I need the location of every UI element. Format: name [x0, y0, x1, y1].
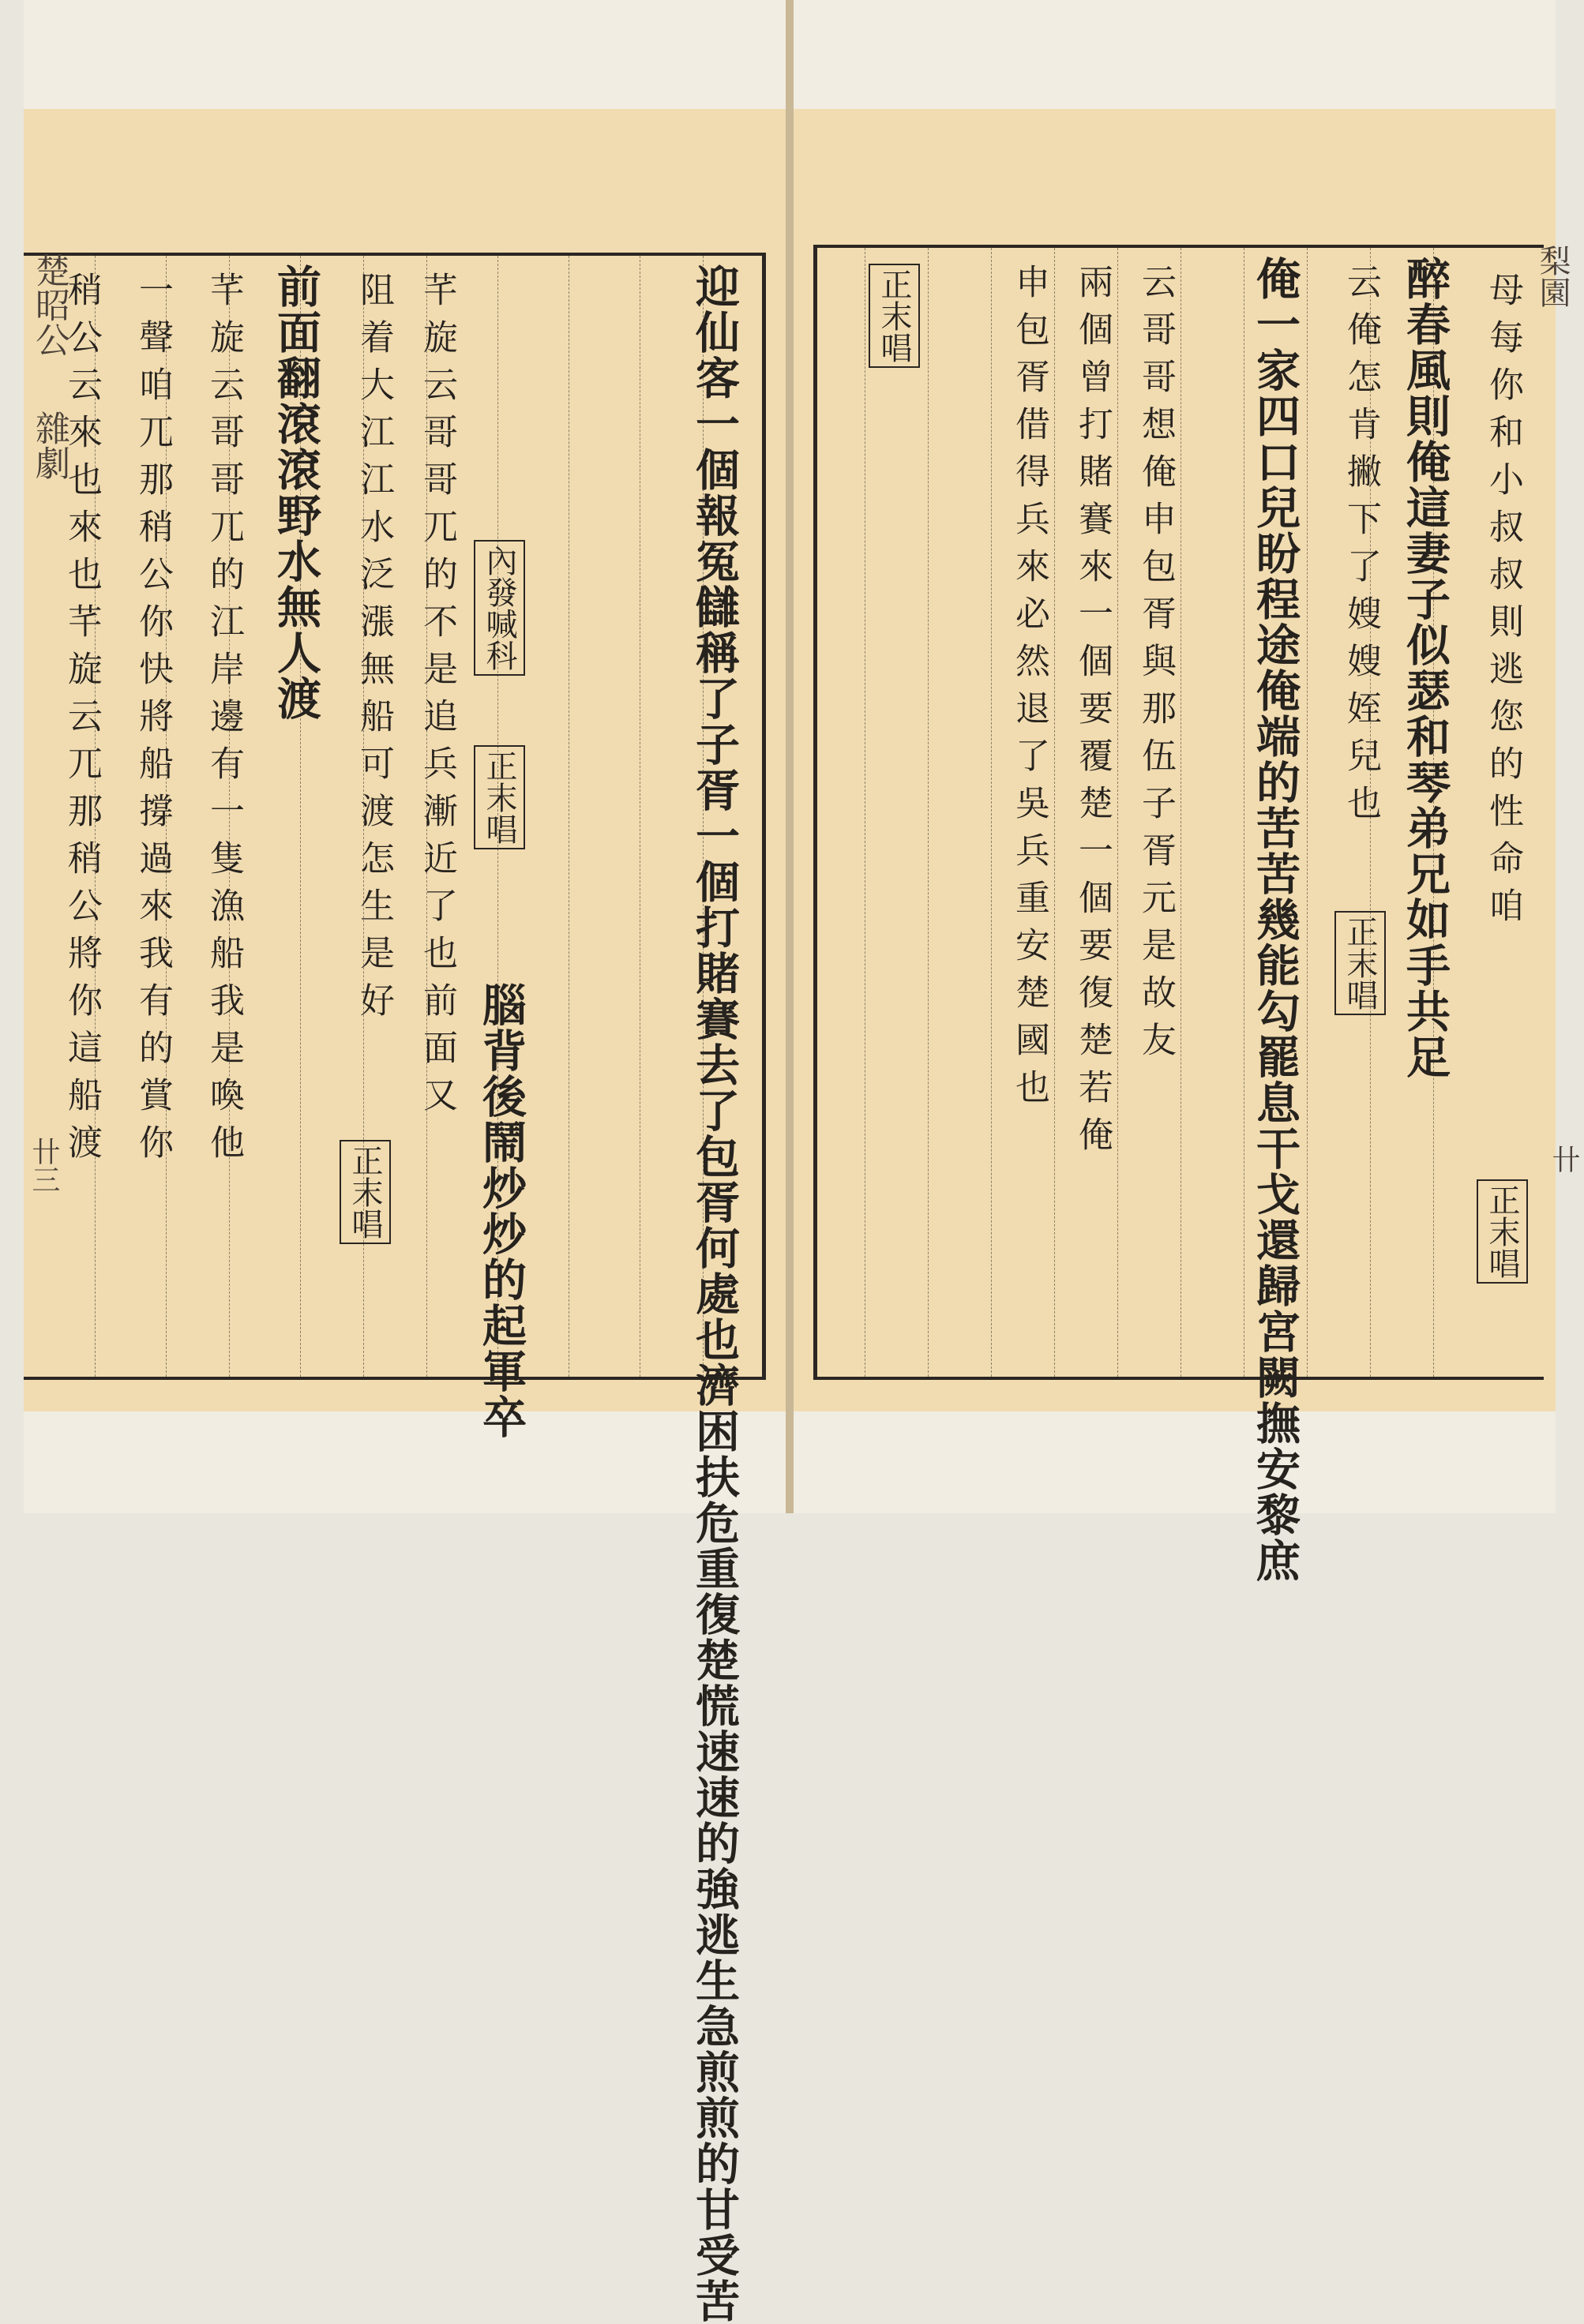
text-column: 芊旋云哥哥兀的江岸邊有一隻漁船我是喚他 — [204, 272, 244, 1171]
text-column: 前面翻滾滾野水無人渡 — [270, 264, 322, 722]
role-marker: 正末唱 — [1334, 911, 1386, 1015]
text-column: 申包胥借得兵來必然退了吳兵重安楚國也 — [1009, 264, 1049, 1116]
text-column: 云俺怎肯撇下了嫂嫂姪兒也 — [1341, 264, 1381, 832]
column-rule — [928, 248, 929, 1377]
folio-number: 卄 — [1548, 1145, 1580, 1173]
column-rule — [1180, 248, 1181, 1377]
text-column: 阻着大江江水泛漲無船可渡怎生是好 — [354, 272, 394, 1029]
role-marker: 正末唱 — [1477, 1179, 1528, 1284]
margin-subtitle: 雜劇 — [29, 410, 69, 480]
text-column: 母每你和小叔叔則逃您的性命咱 — [1483, 272, 1523, 935]
role-marker: 正末唱 — [340, 1140, 391, 1244]
text-column: 一聲咱兀那稍公你快將船撐過來我有的賞你 — [133, 272, 173, 1171]
text-column: 云哥哥想俺申包胥與那伍子胥元是故友 — [1135, 264, 1176, 1069]
margin-title: 楚昭公 — [29, 253, 69, 357]
text-column: 迎仙客一個報冤讎稱了子胥一個打賭賽去了包胥何處也濟困扶危重復楚慌速速的強逃生急煎煎的甘受苦 — [689, 264, 741, 2324]
column-rule — [991, 248, 992, 1377]
text-column: 腦背後鬧炒炒的起軍卒 — [475, 982, 527, 1440]
role-marker: 內發喊科 — [474, 540, 525, 676]
text-column: 稍公云來也來也芊旋云兀那稍公將你這船渡 — [62, 272, 102, 1171]
margin-title: 梨園 — [1534, 245, 1571, 308]
right-page-frame — [813, 245, 1544, 1584]
book-spine — [786, 0, 794, 1513]
column-rule — [1307, 248, 1308, 1377]
text-column: 俺一家四口兒盼程途俺端的苦苦幾能勾罷息干戈還歸宮闕撫安黎庶 — [1249, 256, 1301, 1584]
role-marker: 正末唱 — [869, 264, 920, 368]
text-column: 芊旋云哥哥兀的不是追兵漸近了也前面又 — [417, 272, 457, 1124]
left-page-frame — [24, 253, 766, 2324]
column-rule — [1054, 248, 1055, 1377]
folio-number: 卄三 — [28, 1137, 60, 1194]
text-column: 醉春風則俺這妻子似瑟和琴弟兄如手共足 — [1399, 256, 1451, 1080]
column-rule — [1117, 248, 1118, 1377]
role-marker: 正末唱 — [474, 745, 525, 849]
text-column: 兩個曾打賭賽來一個要覆楚一個要復楚若俺 — [1072, 264, 1113, 1164]
